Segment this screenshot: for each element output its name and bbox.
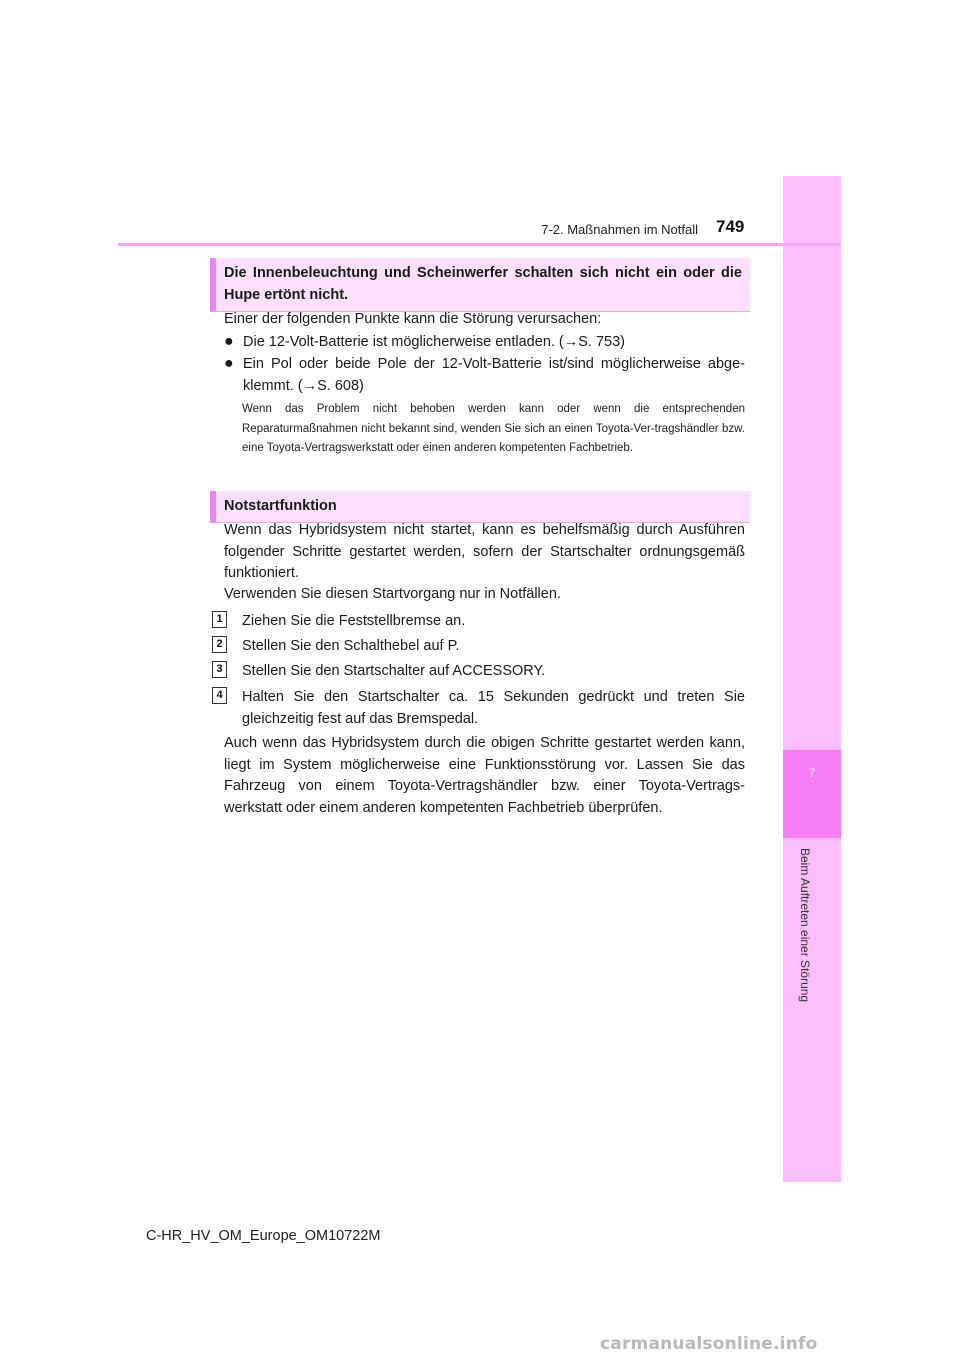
bullet-icon: ●	[224, 355, 234, 372]
section2-intro-note: Verwenden Sie diesen Startvorgang nur in Notfällen.	[224, 586, 561, 602]
step-number-badge: 3	[212, 661, 227, 678]
watermark: carmanualsonline.info	[600, 1334, 818, 1354]
bullet-text: Ein Pol oder beide Pole der 12-Volt-Batterie ist/sind möglicherweise abge-klemmt. (→S. 608)	[243, 356, 745, 394]
chapter-number: 7	[808, 766, 816, 780]
section1-note: Wenn das Problem nicht behoben werden kann oder wenn die entsprechenden Reparaturmaßnahmen nicht bekannt sind, wenden Sie sich an einen Toyota-Ver-tragshändler bzw. eine Toyota-Vertragswerkstatt oder einen anderen kompetenten Fachbetrieb.	[242, 403, 745, 454]
bullet-item	[224, 353, 745, 397]
section-heading-emergency-start: Notstartfunktion	[210, 491, 750, 523]
bullet-icon: ●	[224, 333, 234, 350]
chapter-side-tab-active	[783, 750, 841, 838]
step-number-badge: 1	[212, 611, 227, 628]
step-number-badge: 4	[212, 687, 227, 704]
page-number: 749	[716, 217, 745, 236]
chapter-title: Beim Auftreten einer Störung	[798, 848, 812, 1003]
step-item	[212, 635, 745, 657]
document-id: C-HR_HV_OM_Europe_OM10722M	[146, 1228, 381, 1244]
step-text: Halten Sie den Startschalter ca. 15 Sekunden gedrückt und treten Sie gleichzeitig fest auf das Bremspedal.	[242, 689, 745, 727]
step-text: Ziehen Sie die Feststellbremse an.	[242, 613, 466, 629]
step-text: Stellen Sie den Startschalter auf ACCESSORY.	[242, 663, 546, 679]
step-text: Stellen Sie den Schalthebel auf P.	[242, 638, 460, 654]
step-item	[212, 610, 745, 632]
step-item	[212, 660, 745, 682]
chapter-side-tab	[783, 176, 841, 1182]
section2-intro: Wenn das Hybridsystem nicht startet, kann es behelfsmäßig durch Ausführen folgender Schritte gestartet werden, sofern der Startschalter ordnungsgemäß funktioniert.	[224, 522, 745, 581]
header-section-title: 7-2. Maßnahmen im Notfall	[541, 222, 698, 237]
bullet-text: Die 12-Volt-Batterie ist möglicherweise entladen. (→S. 753)	[243, 334, 626, 350]
step-number-badge: 2	[212, 636, 227, 653]
header-divider	[118, 243, 841, 246]
section2-closing: Auch wenn das Hybridsystem durch die obigen Schritte gestartet werden kann, liegt im System möglicherweise eine Funktionsstörung vor. Lassen Sie das Fahrzeug von einem Toyota-Vertragshändler bzw. einer Toyota-Vertrags-werkstatt oder einem anderen kompetenten Fachbetrieb überprüfen.	[224, 735, 745, 816]
step-item	[212, 686, 745, 730]
section-heading-lighting-horn: Die Innenbeleuchtung und Scheinwerfer schalten sich nicht ein oder die Hupe ertönt nicht.	[210, 258, 750, 312]
section1-intro: Einer der folgenden Punkte kann die Störung verursachen:	[224, 311, 602, 327]
bullet-item	[224, 331, 745, 353]
